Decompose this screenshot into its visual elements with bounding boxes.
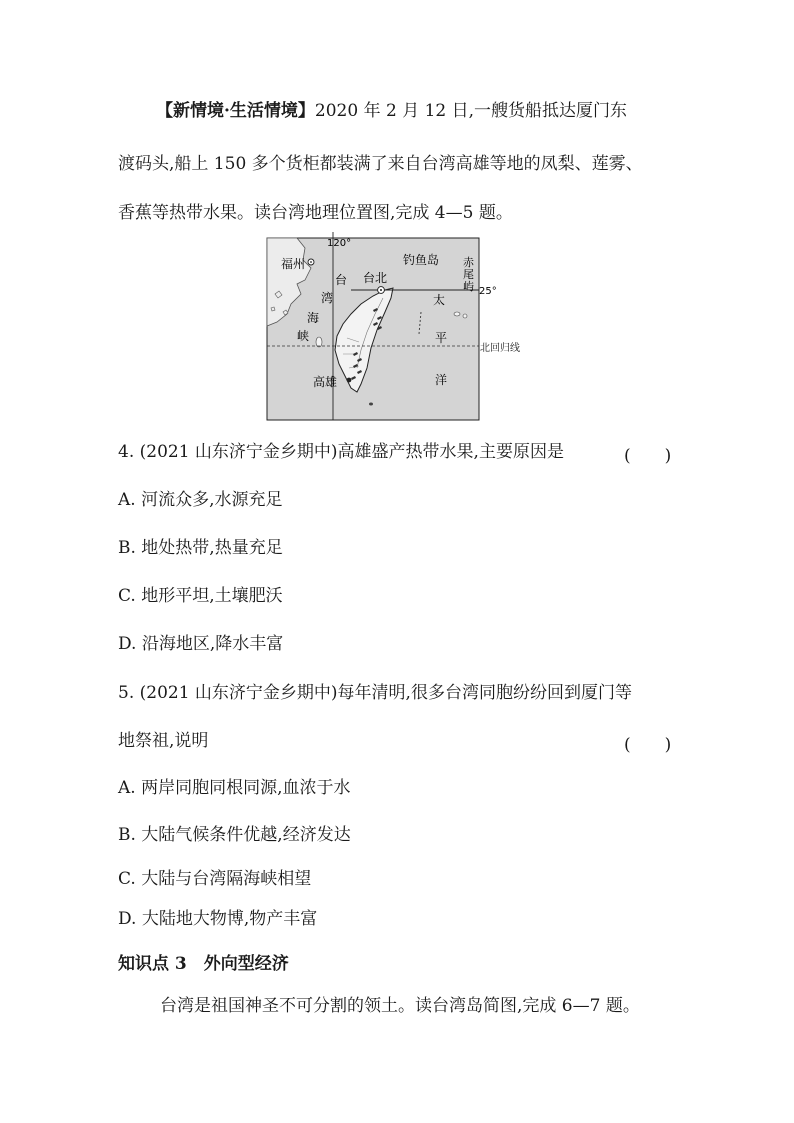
q5-option-c: C. 大陆与台湾隔海峡相望 — [118, 869, 312, 889]
lon-label: 120° — [327, 238, 352, 249]
q4-option-c: C. 地形平坦,土壤肥沃 — [118, 586, 283, 606]
q4-answer-paren: ( ) — [624, 446, 672, 466]
strait-label-1: 台 — [335, 273, 348, 287]
chiwei-label-1: 赤 — [463, 256, 474, 269]
q4-option-a: A. 河流众多,水源充足 — [118, 490, 283, 510]
q5-option-b: B. 大陆气候条件优越,经济发达 — [118, 825, 351, 845]
intro-text-1: 2020 年 2 月 12 日,一艘货船抵达厦门东 — [314, 101, 628, 121]
intro-tag: 【新情境·生活情境】 — [156, 101, 315, 121]
lat-label: 25° — [479, 286, 497, 297]
kaohsiung-marker — [347, 378, 352, 383]
q5-stem-1: 5. (2021 山东济宁金乡期中)每年清明,很多台湾同胞纷纷回到厦门等 — [118, 683, 632, 703]
fuzhou-label: 福州 — [281, 257, 306, 271]
chiwei-label-2: 尾 — [463, 268, 474, 281]
strait-label-2: 湾 — [321, 291, 334, 305]
kaohsiung-label: 高雄 — [313, 375, 338, 389]
q4-option-b: B. 地处热带,热量充足 — [118, 538, 283, 558]
pacific-label-1: 太 — [433, 293, 446, 307]
intro-line-1 — [156, 100, 627, 122]
q5-stem-2: 地祭祖,说明 — [118, 731, 209, 751]
q5-option-d: D. 大陆地大物博,物产丰富 — [118, 909, 318, 929]
strait-label-4: 峡 — [297, 329, 310, 343]
taipei-label: 台北 — [363, 271, 388, 285]
q4-option-d: D. 沿海地区,降水丰富 — [118, 634, 284, 654]
q5-answer-paren: ( ) — [624, 735, 672, 755]
pacific-label-3: 洋 — [435, 373, 448, 387]
strait-label-3: 海 — [307, 311, 320, 325]
chiwei-label-3: 屿 — [463, 280, 474, 293]
intro-line-2: 渡码头,船上 150 多个货柜都装满了来自台湾高雄等地的凤梨、莲雾、 — [118, 154, 643, 174]
intro-line-3: 香蕉等热带水果。读台湾地理位置图,完成 4—5 题。 — [118, 203, 513, 223]
section-heading: 知识点 3 外向型经济 — [118, 954, 289, 974]
section-text: 台湾是祖国神圣不可分割的领土。读台湾岛简图,完成 6—7 题。 — [160, 996, 640, 1016]
diaoyu-label: 钓鱼岛 — [403, 253, 440, 267]
q4-stem: 4. (2021 山东济宁金乡期中)高雄盛产热带水果,主要原因是 — [118, 442, 564, 462]
q5-option-a: A. 两岸同胞同根同源,血浓于水 — [118, 778, 351, 798]
taiwan-location-map — [267, 238, 497, 420]
pacific-label-2: 平 — [435, 331, 448, 345]
tropic-label: 北回归线 — [480, 343, 520, 354]
